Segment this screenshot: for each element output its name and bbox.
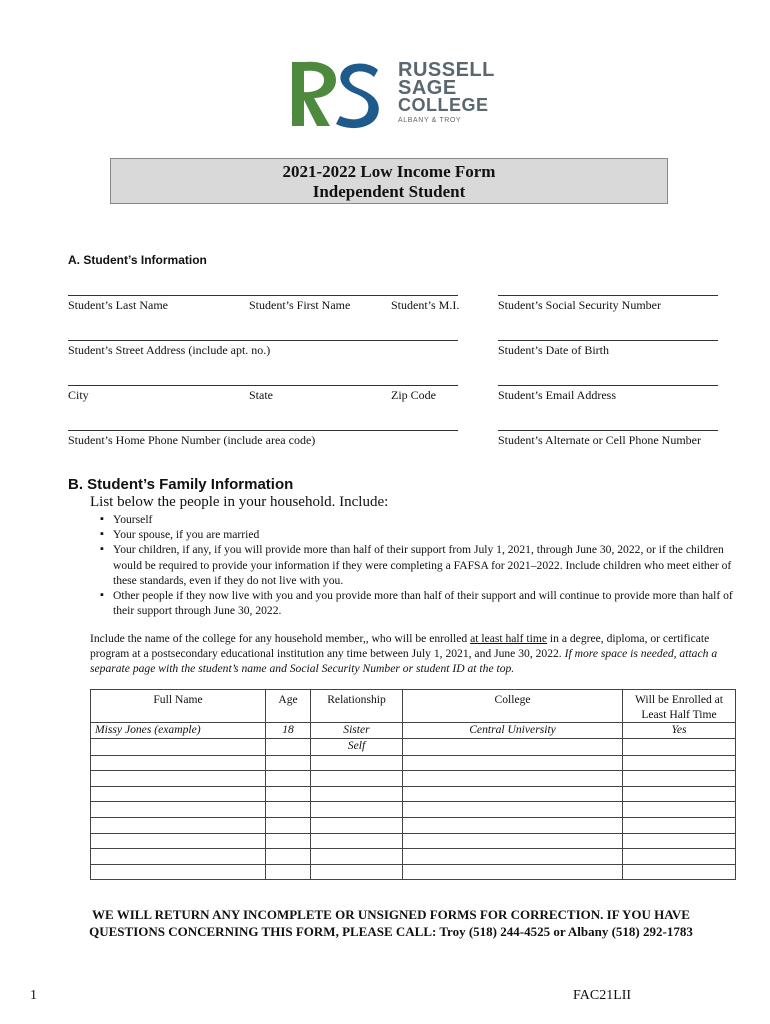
example-college: Central University xyxy=(403,723,623,739)
example-row xyxy=(91,723,736,739)
table-cell[interactable] xyxy=(266,786,311,802)
logo-line-3: COLLEGE xyxy=(398,95,489,115)
household-bullet-list xyxy=(100,512,740,618)
household-intro: List below the people in your household. Include: xyxy=(90,494,389,510)
table-row[interactable] xyxy=(91,738,736,755)
table-cell[interactable] xyxy=(311,771,403,787)
table-cell[interactable] xyxy=(623,771,736,787)
table-cell[interactable] xyxy=(91,755,266,771)
table-cell[interactable] xyxy=(311,786,403,802)
table-cell[interactable] xyxy=(91,786,266,802)
logo-line-1: RUSSELL xyxy=(398,59,495,81)
street-label: Student’s Street Address (include apt. no.) xyxy=(68,343,271,357)
table-row[interactable] xyxy=(91,802,736,818)
alt-phone-label: Student’s Alternate or Cell Phone Number xyxy=(498,433,701,447)
example-name: Missy Jones (example) xyxy=(91,723,266,739)
table-cell[interactable] xyxy=(403,755,623,771)
table-cell[interactable] xyxy=(623,738,736,755)
table-cell[interactable] xyxy=(623,817,736,833)
dob-field-line[interactable] xyxy=(498,340,718,341)
table-cell[interactable] xyxy=(91,849,266,865)
table-cell[interactable] xyxy=(403,802,623,818)
college-instructions xyxy=(90,631,740,677)
rs-monogram-icon xyxy=(290,58,385,130)
list-item: ▪ Yourself xyxy=(100,512,740,527)
instructions-text-2: in a degree, diploma, or certificate program at a postsecondary educational institution any time between July 1, 2021, and June 30, 2022. xyxy=(90,632,710,661)
table-cell[interactable] xyxy=(403,833,623,849)
last-name-label: Student’s Last Name xyxy=(68,298,168,312)
col-relationship: Relationship xyxy=(311,690,403,723)
table-cell[interactable] xyxy=(91,738,266,755)
college-logo xyxy=(290,58,500,130)
email-label: Student’s Email Address xyxy=(498,388,616,402)
table-cell[interactable] xyxy=(623,786,736,802)
table-row[interactable] xyxy=(91,849,736,865)
table-cell[interactable] xyxy=(311,833,403,849)
table-cell[interactable] xyxy=(266,833,311,849)
table-cell[interactable] xyxy=(91,833,266,849)
notice-line-1: WE WILL RETURN ANY INCOMPLETE OR UNSIGNED FORMS FOR CORRECTION. IF YOU HAVE xyxy=(92,907,690,922)
table-cell[interactable] xyxy=(623,833,736,849)
table-cell[interactable] xyxy=(623,755,736,771)
table-cell[interactable] xyxy=(311,864,403,880)
table-cell[interactable] xyxy=(91,802,266,818)
col-age: Age xyxy=(266,690,311,723)
table-row[interactable] xyxy=(91,817,736,833)
instructions-text-1: Include the name of the college for any household member,, who will be enrolled xyxy=(90,632,471,645)
ssn-field-line[interactable] xyxy=(498,295,718,296)
form-code: FAC21LII xyxy=(573,988,632,1003)
example-age: 18 xyxy=(266,723,311,739)
col-full-name: Full Name xyxy=(91,690,266,723)
extra-space-note: If more space is needed, attach a separate page with the student’s name and Social Security Number or student ID at the top. xyxy=(90,647,718,676)
household-table xyxy=(90,689,736,880)
logo-line-2: SAGE xyxy=(398,77,457,99)
table-cell[interactable] xyxy=(266,738,311,755)
table-cell[interactable] xyxy=(311,849,403,865)
table-cell[interactable] xyxy=(266,802,311,818)
home-phone-field-line[interactable] xyxy=(68,430,458,431)
self-relationship: Self xyxy=(311,738,403,755)
mi-label: Student’s M.I. xyxy=(391,298,460,312)
table-cell[interactable] xyxy=(266,864,311,880)
table-cell[interactable] xyxy=(403,864,623,880)
form-title: 2021-2022 Low Income Form xyxy=(282,162,496,181)
col-college: College xyxy=(403,690,623,723)
section-b-heading: B. Student’s Family Information xyxy=(68,476,294,493)
logo-line-4: ALBANY & TROY xyxy=(398,117,462,124)
home-phone-label: Student’s Home Phone Number (include area code) xyxy=(68,433,316,447)
table-header-row xyxy=(91,690,736,723)
example-relationship: Sister xyxy=(311,723,403,739)
notice-line-2: QUESTIONS CONCERNING THIS FORM, PLEASE CALL: Troy (518) 244-4525 or Albany (518) 292-1783 xyxy=(89,924,693,939)
first-name-label: Student’s First Name xyxy=(249,298,351,312)
email-field-line[interactable] xyxy=(498,385,718,386)
table-cell[interactable] xyxy=(403,849,623,865)
page-number: 1 xyxy=(30,988,37,1003)
table-cell[interactable] xyxy=(403,738,623,755)
section-a-heading: A. Student’s Information xyxy=(68,253,207,267)
table-row[interactable] xyxy=(91,833,736,849)
list-item: ▪ Other people if they now live with you and you provide more than half of their support and will continue to provide more than half of their support through June 30, 2022. xyxy=(100,588,740,618)
correction-notice xyxy=(66,906,716,940)
table-cell[interactable] xyxy=(91,817,266,833)
col-enrolled: Will be Enrolled at Least Half Time xyxy=(623,690,736,723)
half-time-emphasis: at least half time xyxy=(470,632,548,645)
table-cell[interactable] xyxy=(311,755,403,771)
table-cell[interactable] xyxy=(266,771,311,787)
table-cell[interactable] xyxy=(266,849,311,865)
table-row[interactable] xyxy=(91,864,736,880)
table-cell[interactable] xyxy=(311,802,403,818)
table-cell[interactable] xyxy=(403,771,623,787)
form-title-box xyxy=(110,158,668,204)
alt-phone-field-line[interactable] xyxy=(498,430,718,431)
street-field-line[interactable] xyxy=(68,340,458,341)
table-row[interactable] xyxy=(91,771,736,787)
table-cell[interactable] xyxy=(311,817,403,833)
list-item: ▪ Your spouse, if you are married xyxy=(100,527,740,542)
table-cell[interactable] xyxy=(91,864,266,880)
table-cell[interactable] xyxy=(623,849,736,865)
city-label: City xyxy=(68,388,89,402)
table-cell[interactable] xyxy=(623,802,736,818)
table-row[interactable] xyxy=(91,786,736,802)
ssn-label: Student’s Social Security Number xyxy=(498,298,661,312)
example-enrolled: Yes xyxy=(623,723,736,739)
name-field-line[interactable] xyxy=(68,295,458,296)
table-cell[interactable] xyxy=(403,817,623,833)
dob-label: Student’s Date of Birth xyxy=(498,343,609,357)
state-label: State xyxy=(249,388,273,402)
table-cell[interactable] xyxy=(266,755,311,771)
list-item: ▪ Your children, if any, if you will provide more than half of their support from July 1, 2021, through June 30, 2022, or if the children would be required to provide your information if they were completing a FAFSA for 2021–2022. Include children who meet either of these standards, even if they do not live with you. xyxy=(100,542,740,588)
table-cell[interactable] xyxy=(403,786,623,802)
form-subtitle: Independent Student xyxy=(312,182,466,201)
table-row[interactable] xyxy=(91,755,736,771)
table-cell[interactable] xyxy=(91,771,266,787)
city-state-zip-line[interactable] xyxy=(68,385,458,386)
table-cell[interactable] xyxy=(623,864,736,880)
zip-label: Zip Code xyxy=(391,388,436,402)
table-cell[interactable] xyxy=(266,817,311,833)
